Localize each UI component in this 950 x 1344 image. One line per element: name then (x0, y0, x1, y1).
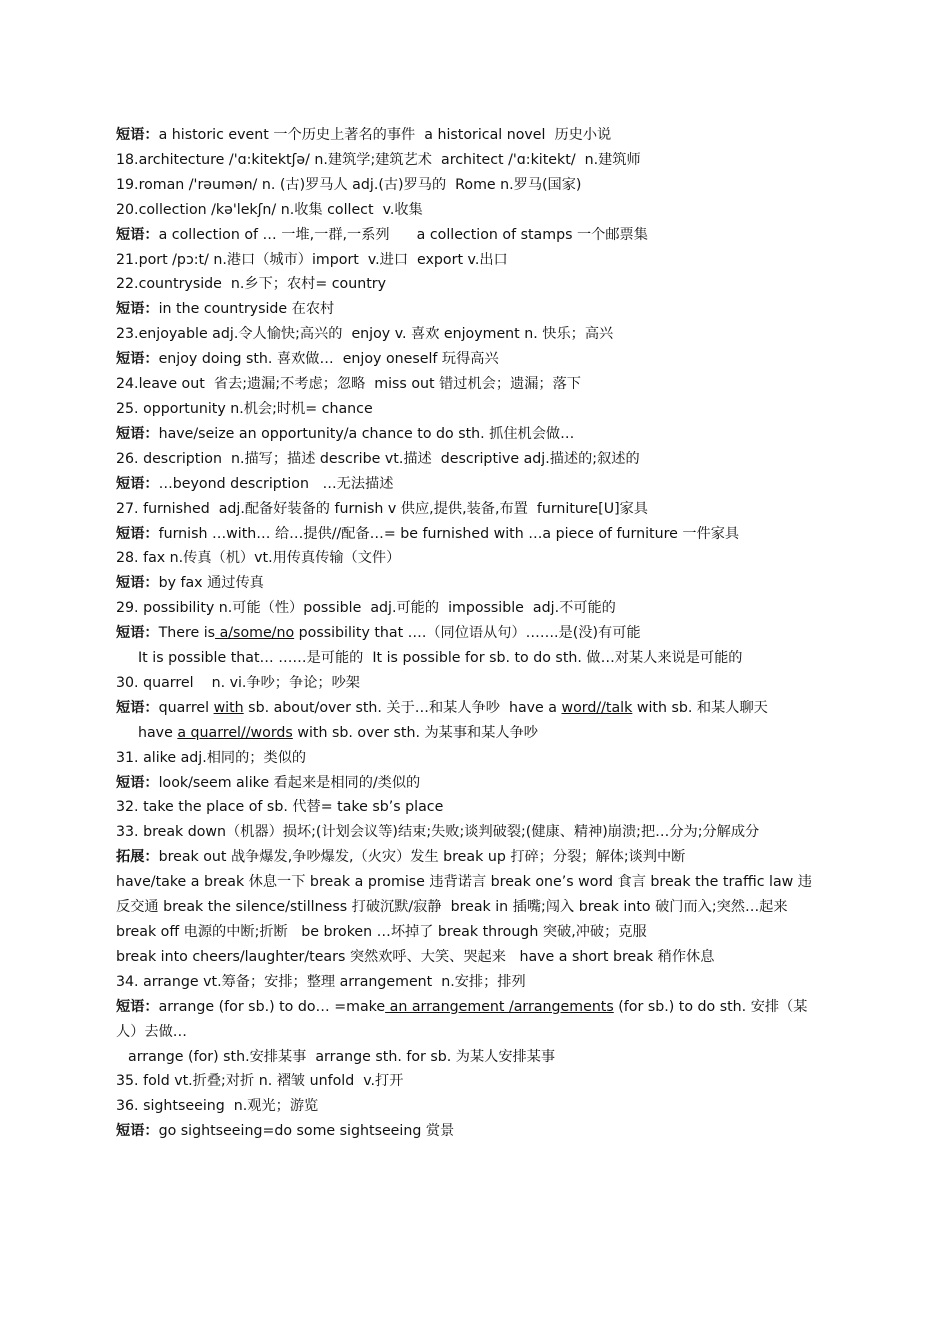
phrase-label: 短语： (116, 1123, 159, 1140)
phrase-label: 短语： (116, 525, 159, 542)
extension-line (116, 945, 822, 970)
line-text: 19.roman /'rəumən/ n. (古)罗马人 adj.(古)罗马的 Rome n.罗马(国家) (116, 176, 582, 193)
line-text: 25. opportunity n.机会;时机= chance (116, 400, 373, 417)
continuation-line (116, 1045, 822, 1070)
line-text: arrange (for sb.) to do… =make (158, 998, 386, 1015)
line-text: 21.port /pɔ:t/ n.港口（城市）import v.进口 export v.出口 (116, 251, 508, 268)
vocab-entry-33 (116, 820, 822, 845)
line-text: 28. fax n.传真（机）vt.用传真传输（文件） (116, 550, 401, 567)
vocab-entry-20 (116, 198, 822, 223)
phrase-line (116, 422, 822, 447)
line-text: arrange (for) sth.安排某事 arrange sth. for sb. 为某人安排某事 (128, 1048, 556, 1065)
phrase-label: 短语： (116, 699, 159, 716)
line-text: with sb. 和某人聊天 (632, 699, 768, 716)
vocab-entry-34 (116, 970, 822, 995)
line-text: 24.leave out 省去;遗漏;不考虑；忽略 miss out 错过机会；遗漏；落下 (116, 376, 581, 393)
phrase-line (116, 223, 822, 248)
vocab-entry-26 (116, 447, 822, 472)
underlined-text: a quarrel//words (177, 724, 293, 741)
vocab-entry-19 (116, 173, 822, 198)
continuation-line (116, 721, 822, 746)
phrase-label: 短语： (116, 226, 159, 243)
vocab-entry-22 (116, 272, 822, 297)
line-text: …beyond description …无法描述 (158, 475, 394, 492)
line-text: 34. arrange vt.筹备；安排；整理 arrangement n.安排；排列 (116, 973, 526, 990)
line-text: furnish …with… 给…提供//配备…= be furnished with …a piece of furniture 一件家具 (158, 525, 740, 542)
line-text: 31. alike adj.相同的；类似的 (116, 749, 307, 766)
phrase-line (116, 621, 822, 646)
line-text: in the countryside 在农村 (158, 301, 335, 318)
underlined-text: word//talk (561, 699, 633, 716)
line-text: 26. description n.描写；描述 describe vt.描述 descriptive adj.描述的;叙述的 (116, 450, 640, 467)
vocab-entry-23 (116, 322, 822, 347)
line-text: 35. fold vt.折叠;对折 n. 褶皱 unfold v.打开 (116, 1073, 404, 1090)
line-text: There is (158, 625, 216, 642)
vocab-entry-28 (116, 546, 822, 571)
phrase-line (116, 1119, 822, 1144)
line-text: It is possible that… ……是可能的 It is possible for sb. to do sth. 做…对某人来说是可能的 (138, 650, 743, 667)
phrase-label: 短语： (116, 625, 159, 642)
line-text: have/seize an opportunity/a chance to do sth. 抓住机会做… (158, 425, 575, 442)
line-text: look/seem alike 看起来是相同的/类似的 (158, 774, 421, 791)
vocab-entry-24 (116, 372, 822, 397)
phrase-line (116, 123, 822, 148)
phrase-line (116, 472, 822, 497)
vocabulary-notes (116, 123, 822, 1144)
phrase-line (116, 297, 822, 322)
phrase-line (116, 522, 822, 547)
extension-label: 拓展： (116, 849, 159, 866)
extension-line (116, 870, 822, 920)
vocab-entry-31 (116, 746, 822, 771)
phrase-label: 短语： (116, 425, 159, 442)
line-text: 33. break down（机器）损坏;(计划会议等)结束;失败;谈判破裂;(健康、精神)崩溃;把…分为;分解成分 (116, 824, 760, 841)
vocab-entry-29 (116, 596, 822, 621)
underlined-text: a/some/no (215, 625, 295, 642)
line-text: 32. take the place of sb. 代替= take sb’s place (116, 799, 444, 816)
vocab-entry-35 (116, 1069, 822, 1094)
vocab-entry-18 (116, 148, 822, 173)
line-text: a collection of … 一堆,一群,一系列 a collection of stamps 一个邮票集 (158, 226, 648, 243)
line-text: break off 电源的中断;折断 be broken …坏掉了 break through 突破,冲破；克服 (116, 924, 647, 940)
line-text: break out 战争爆发,争吵爆发,（火灾）发生 break up 打碎；分裂；解体;谈判中断 (158, 849, 686, 866)
line-text: by fax 通过传真 (158, 575, 264, 592)
underlined-text: an arrangement /arrangements (385, 998, 614, 1015)
line-text: have (138, 724, 178, 741)
underlined-text: with (213, 699, 244, 716)
phrase-line (116, 696, 822, 721)
line-text: 36. sightseeing n.观光；游览 (116, 1098, 319, 1115)
line-text: enjoy doing sth. 喜欢做… enjoy oneself 玩得高兴 (158, 351, 499, 368)
continuation-line (116, 646, 822, 671)
line-text: 30. quarrel n. vi.争吵；争论；吵架 (116, 674, 360, 691)
phrase-label: 短语： (116, 301, 159, 318)
line-text: break into cheers/laughter/tears 突然欢呼、大笑、哭起来 have a short break 稍作休息 (116, 948, 715, 965)
extension-line (116, 845, 822, 870)
line-text: 18.architecture /'ɑ:kitektʃə/ n.建筑学;建筑艺术 architect /'ɑ:kitekt/ n.建筑师 (116, 151, 641, 168)
line-text: a historic event 一个历史上著名的事件 a historical novel 历史小说 (158, 127, 612, 143)
line-text: 20.collection /kə'lekʃn/ n.收集 collect v.收集 (116, 201, 423, 218)
vocab-entry-36 (116, 1094, 822, 1119)
vocab-entry-25 (116, 397, 822, 422)
line-text: quarrel (158, 699, 214, 716)
vocab-entry-32 (116, 795, 822, 820)
vocab-entry-30 (116, 671, 822, 696)
phrase-line (116, 571, 822, 596)
phrase-line (116, 347, 822, 372)
line-text: 23.enjoyable adj.令人愉快;高兴的 enjoy v. 喜欢 enjoyment n. 快乐；高兴 (116, 326, 614, 343)
line-text: with sb. over sth. 为某事和某人争吵 (292, 724, 538, 741)
line-text: 29. possibility n.可能（性）possible adj.可能的 impossible adj.不可能的 (116, 600, 616, 617)
phrase-line (116, 771, 822, 796)
line-text: 22.countryside n.乡下；农村= country (116, 276, 386, 293)
phrase-label: 短语： (116, 475, 159, 492)
phrase-line (116, 995, 822, 1045)
line-text: have/take a break 休息一下 break a promise 违背诺言 break one’s word 食言 break the traffic law 违反交通 break the silence/stillness 打破沉默/寂静 break in 插嘴;闯入 break into 破门而入;突然…起来 (116, 874, 812, 916)
phrase-label: 短语： (116, 127, 159, 143)
line-text: possibility that ….（同位语从句）…….是(没)有可能 (294, 625, 641, 642)
line-text: go sightseeing=do some sightseeing 赏景 (158, 1123, 455, 1140)
phrase-label: 短语： (116, 774, 159, 791)
vocab-entry-21 (116, 248, 822, 273)
line-text: sb. about/over sth. 关于…和某人争吵 have a (243, 699, 562, 716)
vocab-entry-27 (116, 497, 822, 522)
extension-line (116, 920, 822, 945)
phrase-label: 短语： (116, 575, 159, 592)
line-text: (for sb.) to do sth. 安排（某人）去做… (116, 998, 808, 1040)
line-text: 27. furnished adj.配备好装备的 furnish v 供应,提供,装备,布置 furniture[U]家具 (116, 500, 648, 517)
phrase-label: 短语： (116, 351, 159, 368)
phrase-label: 短语： (116, 998, 159, 1015)
